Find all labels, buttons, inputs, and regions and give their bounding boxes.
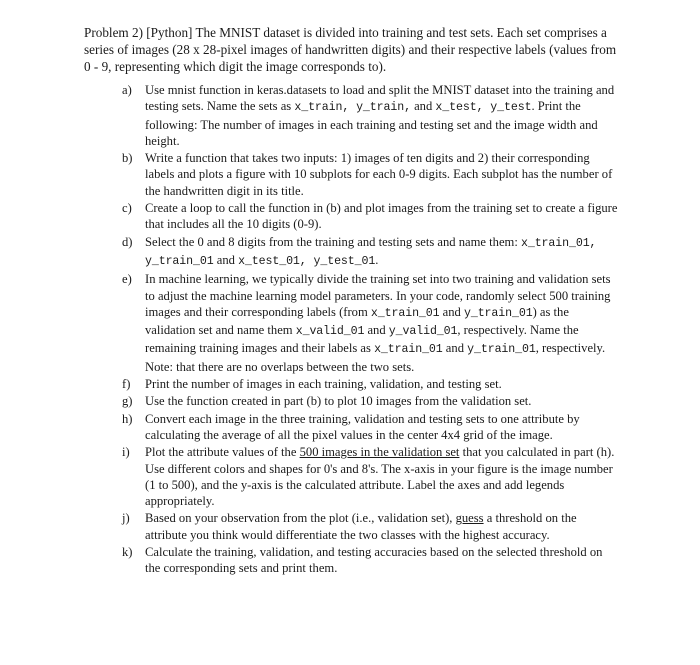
underlined-text: guess bbox=[455, 511, 484, 526]
task-c bbox=[122, 200, 620, 233]
task-text: and bbox=[442, 341, 468, 356]
task-b bbox=[122, 150, 620, 199]
task-f bbox=[122, 376, 620, 392]
task-text: Select the 0 and 8 digits from the training and testing sets and name them: bbox=[145, 234, 521, 249]
task-marker: a) bbox=[122, 83, 132, 97]
task-text: , respectively. Note: that there are no overlaps between the two sets. bbox=[145, 341, 606, 374]
task-marker: d) bbox=[122, 234, 133, 249]
task-marker: g) bbox=[122, 394, 133, 409]
task-g bbox=[122, 393, 620, 409]
problem-intro: Problem 2) [Python] The MNIST dataset is divided into training and test sets. Each set comprises a series of images (28 x 28-pixel images of handwritten digits) and their respective labels (values from 0 - 9, representing which digit the image corresponds to). bbox=[84, 25, 617, 74]
task-text: Calculate the training, validation, and testing accuracies based on the selected threshold on the corresponding sets and print them. bbox=[145, 545, 603, 576]
code-test-01: x_test_01, y_test_01 bbox=[238, 254, 376, 268]
task-text: Convert each image in the three training, validation and testing sets to one attribute by calculating the average of all the pixel values in the center 4x4 grid of the image. bbox=[145, 411, 580, 442]
code-y-train-01: y_train_01 bbox=[467, 343, 536, 357]
task-text: a threshold on the attribute you think would differentiate the two classes with the highest accuracy. bbox=[145, 511, 577, 542]
task-a bbox=[122, 82, 620, 149]
code-test-names: x_test, y_test bbox=[435, 101, 532, 115]
task-marker: h) bbox=[122, 411, 133, 426]
task-h bbox=[122, 411, 620, 444]
code-train-names: x_train, y_train, bbox=[294, 101, 411, 115]
code-y-valid-01: y_valid_01 bbox=[388, 325, 458, 339]
task-text: ) as the validation set and name them bbox=[145, 304, 569, 338]
task-k bbox=[122, 544, 620, 577]
task-text: and bbox=[213, 252, 239, 267]
task-text: Write a function that takes two inputs: 1) images of ten digits and 2) their corresponding labels and plots a figure with 10 subplots for each 0-9 digits. Each subplot has the number of the handwritten digit in its title. bbox=[145, 151, 613, 198]
task-list bbox=[122, 82, 620, 578]
code-train-01: x_train_01, y_train_01 bbox=[145, 236, 597, 268]
task-j bbox=[122, 510, 620, 543]
task-text: Create a loop to call the function in (b) and plot images from the training set to create a figure that includes all the 10 digits (0-9). bbox=[145, 201, 618, 232]
task-text: Plot the attribute values of the bbox=[145, 445, 300, 460]
task-marker: b) bbox=[122, 151, 133, 166]
code-x-train-01: x_train_01 bbox=[370, 306, 440, 320]
task-e bbox=[122, 271, 620, 375]
task-text: Use mnist function in keras.datasets to load and split the MNIST dataset into the training and testing sets. Name the sets as bbox=[145, 83, 615, 114]
code-x-valid-01: x_valid_01 bbox=[295, 325, 365, 339]
task-text: and bbox=[364, 323, 389, 338]
code-y-train-01: y_train_01 bbox=[463, 306, 533, 320]
task-text: and bbox=[439, 304, 464, 319]
task-text: that you calculated in part (h). Use different colors and shapes for 0's and 8's. The x-axis in your figure is the image number (1 to 500), and the y-axis is the calculated attribute. Label the axes and add legends appropriately. bbox=[145, 445, 615, 509]
task-marker: f) bbox=[122, 377, 131, 392]
task-text: and bbox=[410, 99, 436, 114]
task-text: In machine learning, we typically divide the training set into two training and validation sets to adjust the machine learning model parameters. In your code, randomly select 500 training images and their corresponding labels (from bbox=[145, 272, 611, 319]
task-marker: c) bbox=[122, 201, 132, 216]
task-marker: j) bbox=[122, 511, 130, 526]
task-text: Use the function created in part (b) to plot 10 images from the validation set. bbox=[145, 394, 532, 409]
task-marker: k) bbox=[122, 545, 133, 560]
task-text: . bbox=[375, 252, 379, 267]
code-x-train-01: x_train_01 bbox=[374, 343, 443, 357]
task-text: Print the number of images in each training, validation, and testing set. bbox=[145, 377, 502, 392]
task-marker: e) bbox=[122, 272, 132, 287]
task-d bbox=[122, 234, 620, 271]
task-text: , respectively. Name the remaining training images and their labels as bbox=[145, 323, 579, 356]
underlined-text: 500 images in the validation set bbox=[299, 445, 460, 460]
task-text: Based on your observation from the plot (i.e., validation set), bbox=[145, 511, 456, 526]
task-text: . Print the following: The number of images in each training and testing set and the image width and height. bbox=[145, 99, 598, 148]
task-i bbox=[122, 444, 620, 509]
task-marker: i) bbox=[122, 445, 130, 460]
